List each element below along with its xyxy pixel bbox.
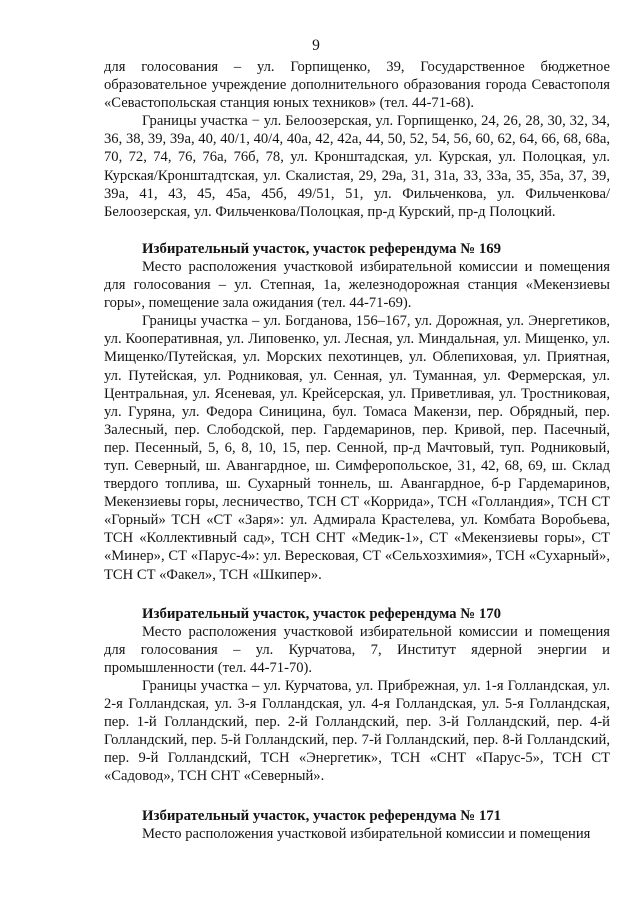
precinct-169-location: Место расположения участковой избирательной комиссии и помещения для голосования – ул. Степная, 1а, железнодорожная станция «Мекензиевы горы», помещение зала ожидания (тел. 44-71-69). [104,258,610,312]
precinct-171-location: Место расположения участковой избирательной комиссии и помещения [142,825,591,842]
section-spacer [104,584,610,605]
page-number: 9 [312,37,320,54]
precinct-168-boundaries: Границы участка − ул. Белоозерская, ул. Горпищенко, 24, 26, 28, 30, 32, 34, 36, 38, 39, 39а, 40, 40/1, 40/4, 40а, 42, 42а, 44, 50, 52, 54, 56, 60, 62, 64, 66, 68, 68а, 70, 72, 74, 76, 76а, 76б, 78, ул. Кронштадская, ул. Курская, ул. Полоцкая, ул. Курская/Кронштадтская, ул. Скалистая, 29, 29а, 31, 31а, 33, 33а, 35, 35а, 37, 39, 39а, 41, 43, 45, 45а, 45б, 49/51, 51, ул. Фильченкова, ул. Фильченкова/Белоозерская, ул. Фильченкова/Полоцкая, пр-д Курский, пр-д Полоцкий. [104,113,610,220]
precinct-169-boundaries: Границы участка – ул. Богданова, 156–167, ул. Дорожная, ул. Энергетиков, ул. Кооперативная, ул. Липовенко, ул. Лесная, ул. Миндальная, ул. Мищенко, ул. Мищенко/Путейская, ул. Морских пехотинцев, ул. Облепиховая, ул. Приятная, ул. Путейская, ул. Родниковая, ул. Сенная, ул. Туманная, ул. Фермерская, ул. Центральная, ул. Ясеневая, ул. Крейсерская, ул. Приветливая, ул. Тростниковая, ул. Гуряна, ул. Федора Синицина, бул. Томаса Макензи, пер. Обрядный, пер. Залесный, пер. Слободской, пер. Гардемаринов, пер. Кривой, пер. Пасечный, пер. Песенный, 5, 6, 8, 10, 15, пер. Сенной, пр-д Мачтовый, туп. Родниковый, туп. Северный, ш. Авангардное, ш. Симферопольское, 31, 42, 68, 69, ш. Склад твердого топлива, ш. Сухарный тоннель, ш. Авангардное, б-р Гардемаринов, Мекензиевы горы, лесничество, ТСН СТ «Коррида», ТСН «Голландия», ТСН СТ «Горный» ТСН «СТ «Заря»: ул. Адмирала Крастелева, ул. Комбата Воробьева, ТСН «Коллективный сад», ТСН СНТ «Медик-1», СТ «Мекензиевы горы», СТ «Минер», СТ «Парус-4»: ул. Вересковая, СТ «Сельхозхимия», ТСН «Сухарный», ТСН СТ «Факел», ТСН «Шкипер». [104,313,610,583]
precinct-171-heading: Избирательный участок, участок референдума № 171 [142,807,502,824]
page-content [104,58,610,843]
section-spacer [104,221,610,240]
precinct-168-location-continuation: для голосования – ул. Горпищенко, 39, Государственное бюджетное образовательное учреждение дополнительного образования города Севастополя «Севастопольская станция юных техников» (тел. 44-71-68). [104,59,610,112]
precinct-170-heading: Избирательный участок, участок референдума № 170 [142,605,502,622]
precinct-170-location: Место расположения участковой избирательной комиссии и помещения для голосования – ул. Курчатова, 7, Институт ядерной энергии и промышленности (тел. 44-71-70). [104,623,610,676]
section-spacer [104,786,610,807]
precinct-170-boundaries: Границы участка – ул. Курчатова, ул. Прибрежная, ул. 1-я Голландская, ул. 2-я Голландская, ул. 3-я Голландская, ул. 4-я Голландская, ул. 5-я Голландская, пер. 1-й Голландский, пер. 2-й Голландский, пер. 3-й Голландский, пер. 4-й Голландский, пер. 5-й Голландский, пер. 7-й Голландский, пер. 8-й Голландский, пер. 9-й Голландский, ТСН «Энергетик», ТСН «СНТ «Парус-5», ТСН СТ «Садовод», ТСН СНТ «Северный». [104,678,610,785]
precinct-169-heading: Избирательный участок, участок референдума № 169 [142,240,502,257]
